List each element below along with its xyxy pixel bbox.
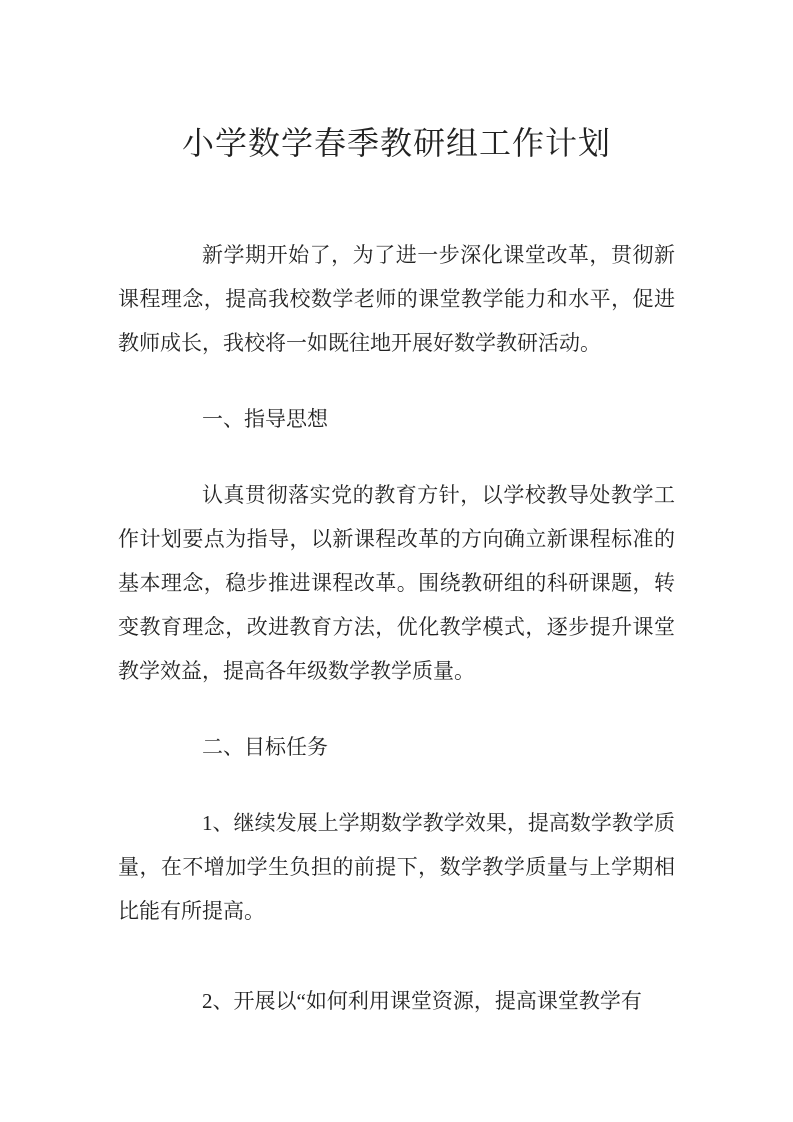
document-title: 小学数学春季教研组工作计划	[181, 125, 611, 161]
section-heading-goals-tasks: 二、目标任务	[202, 735, 328, 759]
goal-item-2-paragraph-truncated: 2、开展以“如何利用课堂资源，提高课堂教学有	[202, 989, 642, 1013]
section-heading-guiding-ideology: 一、指导思想	[202, 407, 328, 431]
intro-paragraph: 新学期开始了，为了进一步深化课堂改革，贯彻新课程理念，提高我校数学老师的课堂教学能力和水平，促进教师成长，我校将一如既往地开展好数学教研活动。	[118, 243, 675, 355]
guiding-ideology-paragraph: 认真贯彻落实党的教育方针，以学校教导处教学工作计划要点为指导，以新课程改革的方向确立新课程标准的基本理念，稳步推进课程改革。围绕教研组的科研课题，转变教育理念，改进教育方法，优化教学模式，逐步提升课堂教学效益，提高各年级数学教学质量。	[118, 483, 675, 683]
goal-item-1-paragraph: 1、继续发展上学期数学教学效果，提高数学教学质量，在不增加学生负担的前提下，数学教学质量与上学期相比能有所提高。	[118, 811, 675, 923]
